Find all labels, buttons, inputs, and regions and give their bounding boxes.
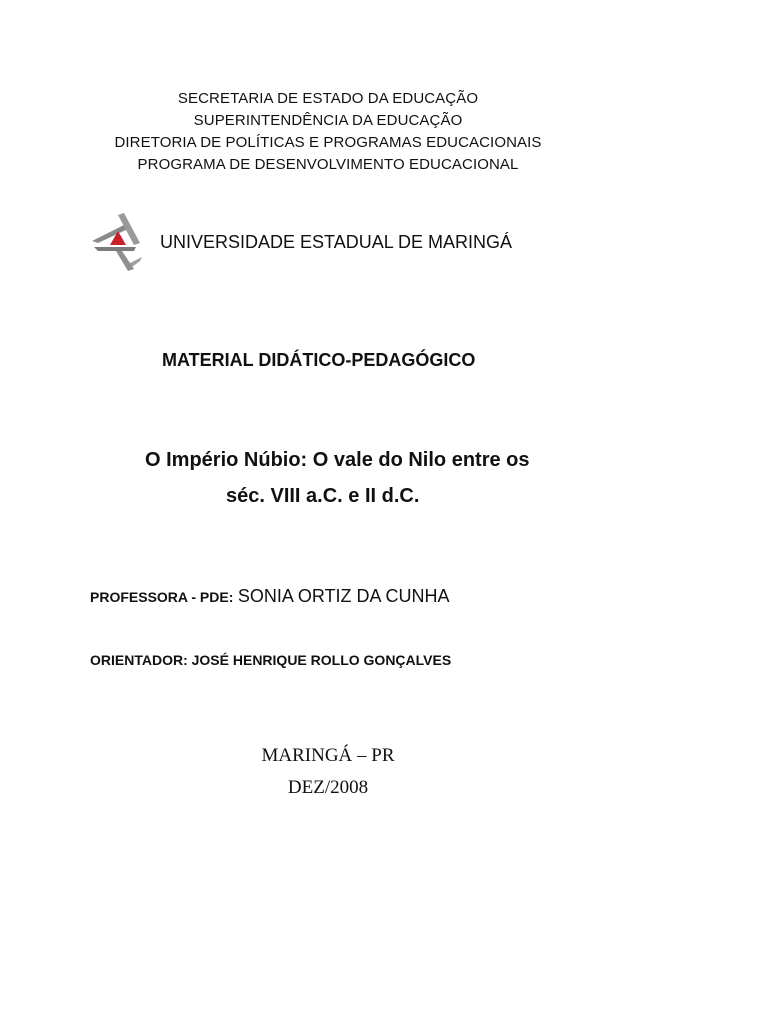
uem-logo-icon: [90, 211, 144, 273]
title-line-1: O Império Núbio: O vale do Nilo entre os: [145, 449, 530, 471]
header-superintendencia: SUPERINTENDÊNCIA DA EDUCAÇÃO: [193, 112, 463, 129]
university-name: UNIVERSIDADE ESTADUAL DE MARINGÁ: [160, 232, 513, 252]
professor-label: PROFESSORA - PDE:: [90, 589, 234, 605]
footer-date: DEZ/2008: [287, 777, 369, 798]
advisor-line: ORIENTADOR: JOSÉ HENRIQUE ROLLO GONÇALVES: [90, 652, 452, 668]
professor-name: SONIA ORTIZ DA CUNHA: [237, 586, 450, 606]
header-programa: PROGRAMA DE DESENVOLVIMENTO EDUCACIONAL: [137, 156, 519, 173]
title-line-2: séc. VIII a.C. e II d.C.: [226, 485, 420, 507]
footer-place: MARINGÁ – PR: [261, 745, 395, 766]
header-diretoria: DIRETORIA DE POLÍTICAS E PROGRAMAS EDUCACIONAIS: [114, 134, 542, 151]
header-secretaria: SECRETARIA DE ESTADO DA EDUCAÇÃO: [177, 90, 479, 107]
material-type-heading: MATERIAL DIDÁTICO-PEDAGÓGICO: [162, 350, 476, 370]
professor-line: [90, 583, 450, 611]
